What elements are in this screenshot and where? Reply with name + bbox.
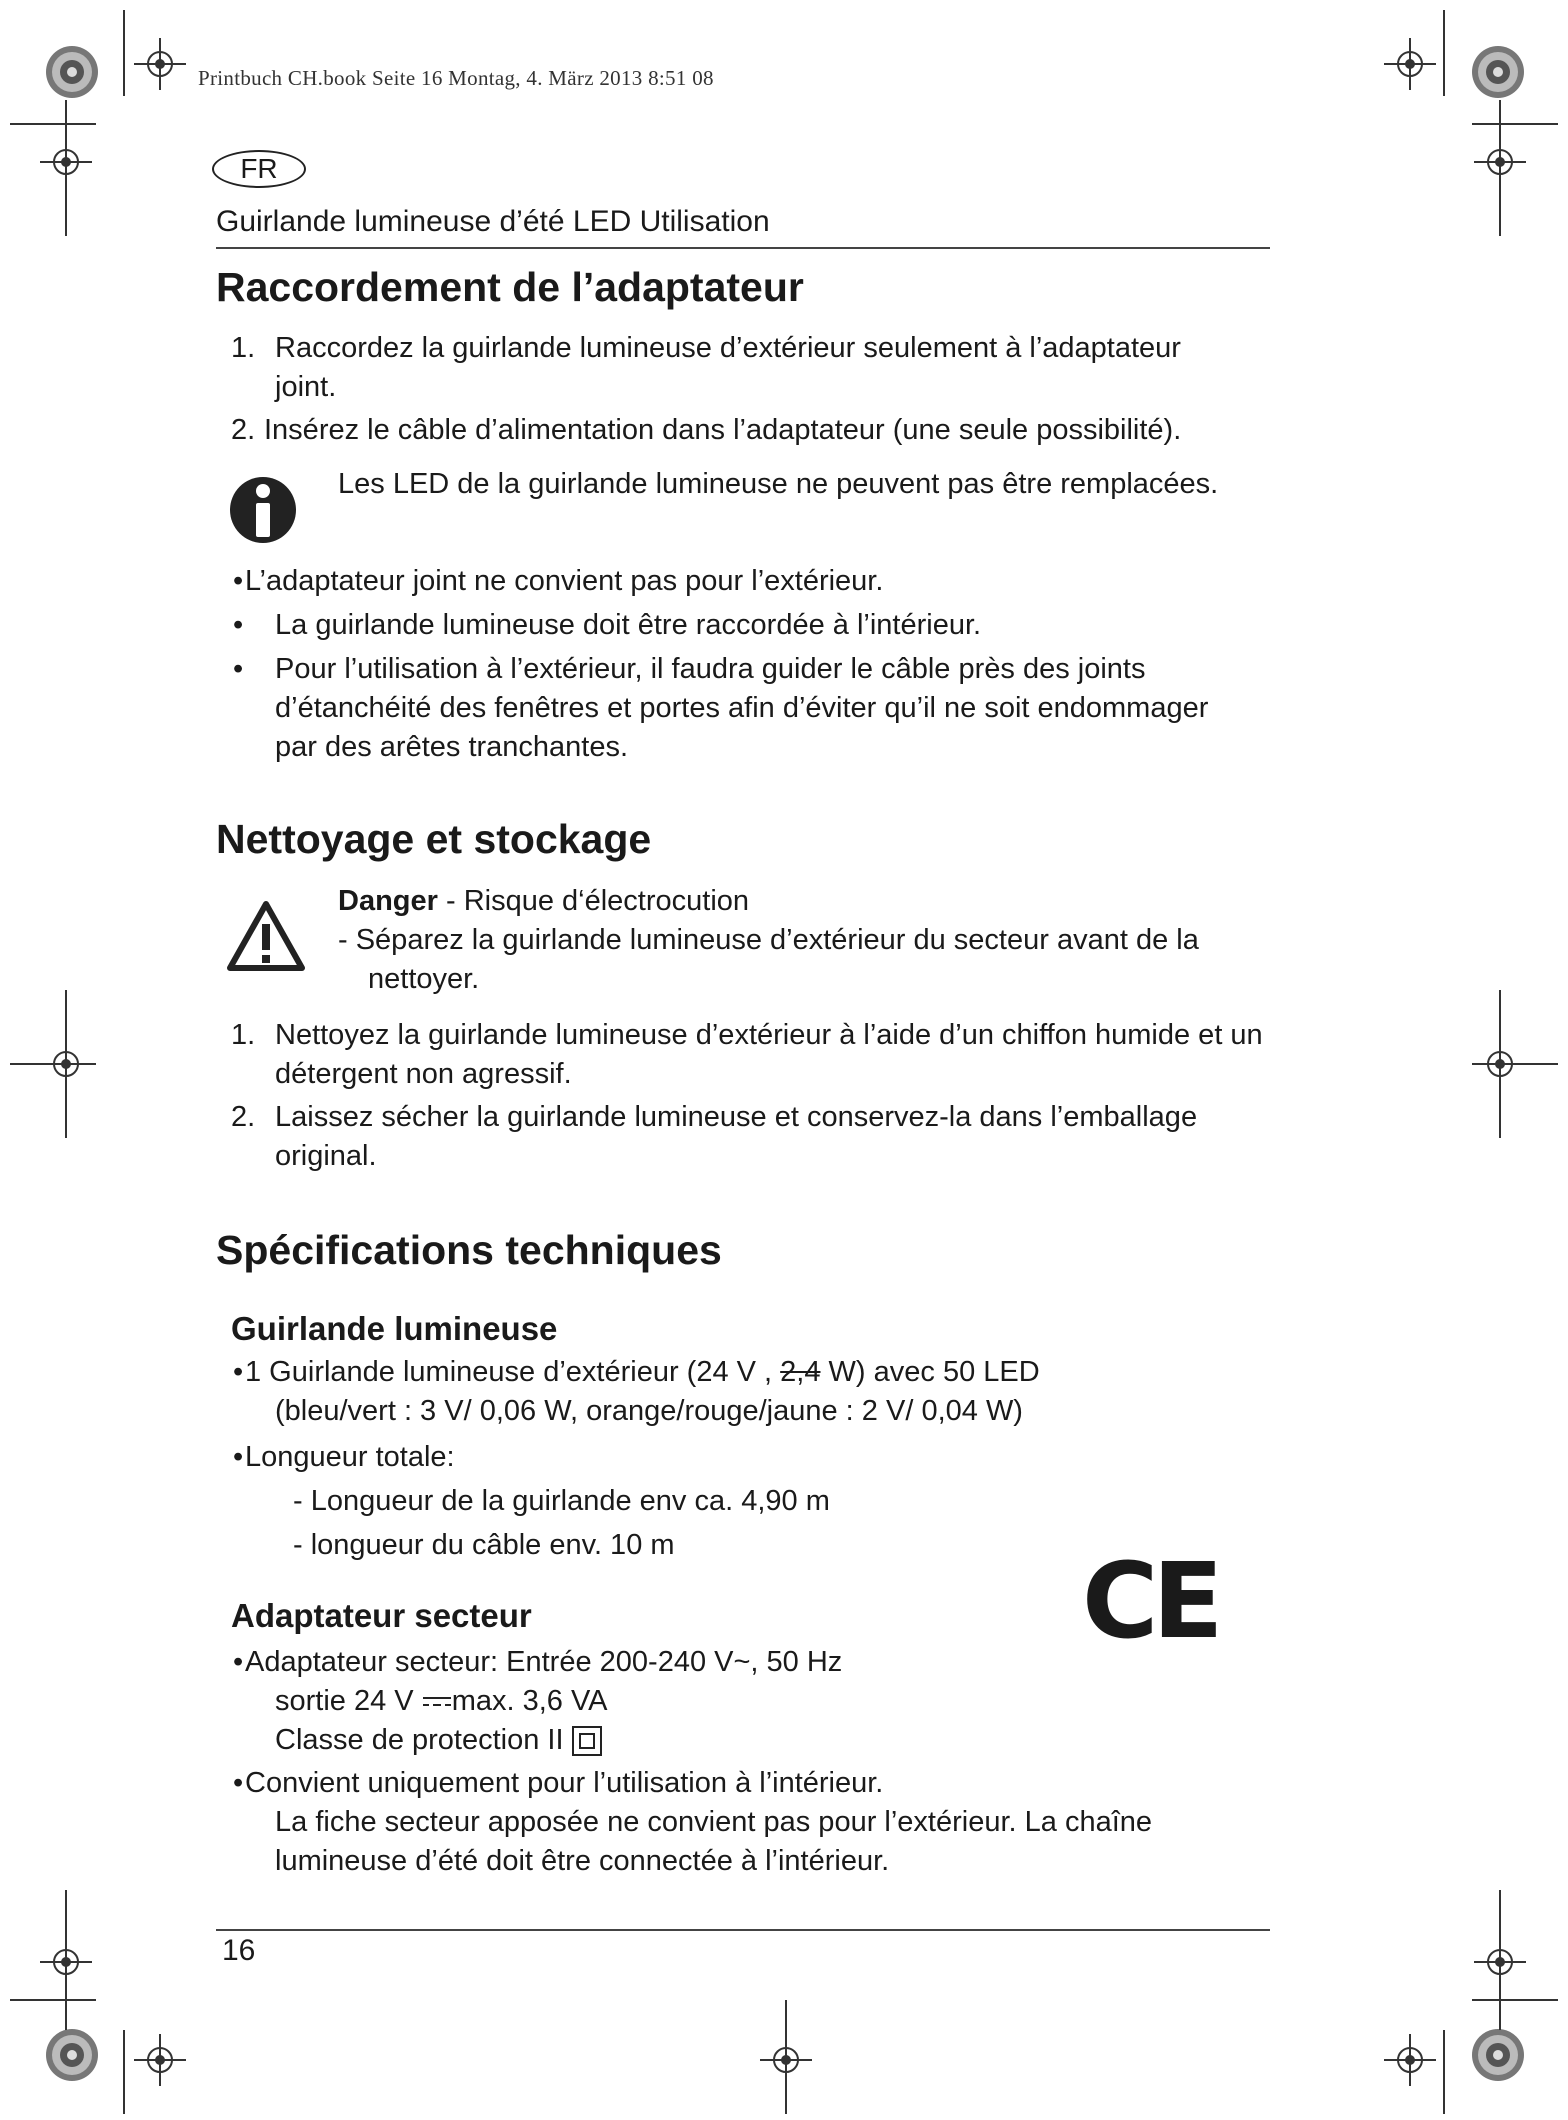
section-title-nettoyage: Nettoyage et stockage — [216, 816, 652, 862]
spec-line: Longueur totale: — [245, 1441, 455, 1473]
spec-line — [231, 1353, 1261, 1392]
step-number: 1. — [231, 1019, 256, 1051]
dc-symbol-icon — [422, 1694, 452, 1710]
step-text: Nettoyez la guirlande lumineuse d’extérieur à l’aide d’un chiffon humide et un détergent non agressif. — [275, 1019, 1263, 1090]
section-title-raccordement: Raccordement de l’adaptateur — [216, 264, 804, 310]
print-header: Printbuch CH.book Seite 16 Montag, 4. März 2013 8:51 08 — [198, 66, 714, 90]
step-text: Insérez le câble d’alimentation dans l’adaptateur (une seule possibilité). — [264, 414, 1182, 446]
info-text: Les LED de la guirlande lumineuse ne peuvent pas être remplacées. — [338, 468, 1219, 500]
header-rule — [216, 247, 1270, 249]
warning-icon — [226, 900, 306, 972]
danger-text — [338, 921, 1258, 999]
spec-line: - Longueur de la guirlande env ca. 4,90 m — [293, 1485, 830, 1517]
spec-line: La fiche secteur apposée ne convient pas pour l’extérieur. La chaîne lumineuse d’été doit être connectée à l’intérieur. — [275, 1806, 1153, 1877]
list-item — [231, 1098, 1261, 1176]
bullet: • — [233, 565, 244, 597]
spec-text: Classe de protection II — [275, 1724, 564, 1756]
spec-line: (bleu/vert : 3 V/ 0,06 W, orange/rouge/jaune : 2 V/ 0,04 W) — [275, 1395, 1023, 1427]
info-icon — [228, 475, 298, 545]
bullet: • — [233, 653, 244, 685]
list-item — [231, 606, 1261, 645]
running-head: Guirlande lumineuse d’été LED Utilisation — [216, 205, 770, 238]
list-item — [231, 562, 1261, 601]
language-badge: FR — [212, 150, 306, 188]
step-text: Raccordez la guirlande lumineuse d’extérieur seulement à l’adaptateur joint. — [275, 332, 1181, 403]
page-number: 16 — [222, 1934, 256, 1967]
bullet: • — [233, 609, 244, 641]
bullet: • — [233, 1441, 244, 1473]
bullet-text: L’adaptateur joint ne convient pas pour l’extérieur. — [245, 565, 884, 597]
spec-text: sortie 24 V — [275, 1685, 422, 1717]
list-item — [231, 1438, 1261, 1477]
step-number: 2. — [231, 414, 256, 446]
section-title-specs: Spécifications techniques — [216, 1227, 722, 1273]
subsection-title-adaptateur: Adaptateur secteur — [231, 1597, 532, 1634]
danger-text-body: - Séparez la guirlande lumineuse d’extérieur du secteur avant de la nettoyer. — [338, 924, 1199, 995]
list-item — [231, 1764, 1261, 1881]
list-item — [231, 1353, 1261, 1431]
list-item — [231, 1643, 1261, 1760]
spec-line — [231, 1682, 1261, 1721]
ce-mark: CE — [1082, 1540, 1218, 1662]
list-item — [231, 1016, 1261, 1094]
danger-label: Danger — [338, 885, 438, 917]
spec-text: 1 Guirlande lumineuse d’extérieur (24 V , — [245, 1356, 781, 1388]
list-item — [231, 411, 1261, 450]
footer-rule — [216, 1929, 1270, 1931]
subsection-title-guirlande: Guirlande lumineuse — [231, 1310, 558, 1347]
spec-text: W) avec 50 LED — [820, 1356, 1040, 1388]
class-ii-icon — [572, 1726, 602, 1756]
spec-line — [231, 1721, 1261, 1760]
list-item — [231, 329, 1261, 407]
spec-line: - longueur du câble env. 10 m — [293, 1529, 675, 1561]
step-text: Laissez sécher la guirlande lumineuse et conservez-la dans l’emballage original. — [275, 1101, 1198, 1172]
danger-title-text: - Risque d‘électrocution — [437, 885, 750, 917]
bullet: • — [233, 1646, 244, 1678]
bullet: • — [233, 1767, 244, 1799]
spec-power: 2,4 — [780, 1356, 821, 1388]
list-item — [231, 650, 1261, 767]
spec-line: Adaptateur secteur: Entrée 200-240 V~, 50 Hz — [245, 1646, 843, 1678]
bullet-text: La guirlande lumineuse doit être raccordée à l’intérieur. — [275, 609, 982, 641]
step-number: 2. — [231, 1101, 256, 1133]
bullet-text: Pour l’utilisation à l’extérieur, il faudra guider le câble près des joints d’étanchéité des fenêtres et portes afin d’éviter qu’il ne soit endommager par des arêtes tranchantes. — [275, 653, 1209, 763]
spec-line: Convient uniquement pour l’utilisation à l’intérieur. — [245, 1767, 884, 1799]
danger-title — [338, 882, 749, 921]
step-number: 1. — [231, 332, 256, 364]
bullet: • — [233, 1356, 244, 1388]
spec-text: max. 3,6 VA — [451, 1685, 608, 1717]
